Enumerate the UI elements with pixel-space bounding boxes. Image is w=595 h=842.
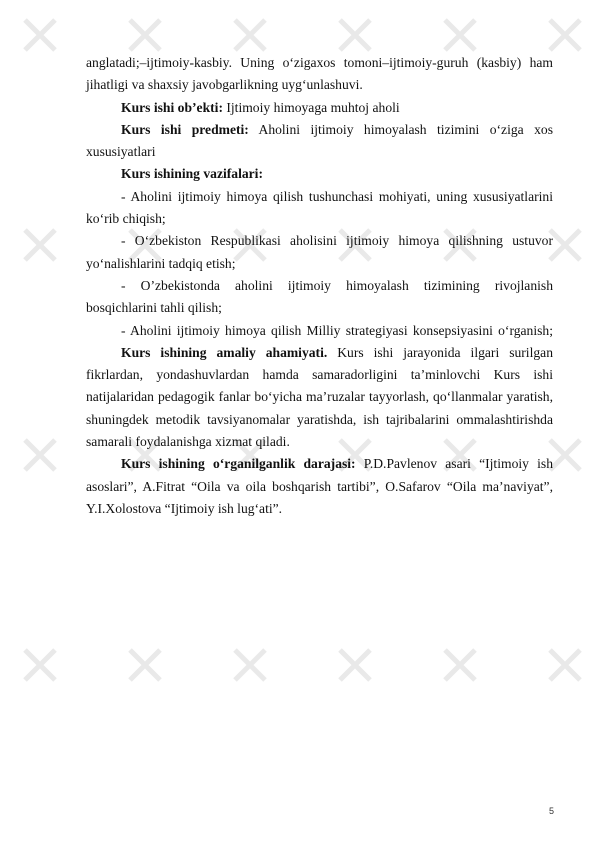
intro-paragraph: anglatadi;–ijtimoiy-kasbiy. Uning o‘zigaxos tomoni–ijtimoiy-guruh (kasbiy) ham jihatligi va shaxsiy javobgarlikning uyg‘unlashuvi. — [86, 55, 553, 93]
task-item-1: - Aholini ijtimoiy himoya qilish tushunchasi mohiyati, uning xususiyatlarini ko‘rib chiqish; — [86, 188, 553, 227]
task-item-4: - Aholini ijtimoiy himoya qilish Milliy strategiyasi konsepsiyasini o‘rganish; — [121, 322, 553, 338]
practical-label: Kurs ishining amaliy ahamiyati. — [121, 344, 328, 360]
subject-paragraph — [86, 119, 553, 164]
task-item-3: - O’zbekistonda aholini ijtimoiy himoyalash tizimining rivojlanish bosqichlarini tahli qilish; — [86, 277, 553, 316]
document-body — [86, 52, 553, 520]
task-item-2: - O‘zbekiston Respublikasi aholisini ijtimoiy himoya qilishning ustuvor yo‘nalishlarini tadqiq etish; — [86, 233, 553, 271]
page-number: 5 — [548, 806, 554, 816]
object-paragraph — [86, 97, 553, 119]
object-text: Ijtimoiy himoyaga muhtoj aholi — [222, 99, 400, 115]
studied-label: Kurs ishining o‘rganilganlik darajasi: — [121, 456, 356, 472]
watermark-row-1 — [25, 20, 580, 50]
tasks-heading — [86, 163, 553, 185]
object-label: Kurs ishi ob’ekti: — [121, 99, 223, 115]
subject-text: Aholini ijtimoiy himoyalash tizimini o‘ziga xos xususiyatlari — [86, 121, 553, 160]
tasks-heading-label: Kurs ishining vazifalari: — [121, 166, 263, 182]
practical-paragraph — [86, 342, 553, 453]
subject-label: Kurs ishi predmeti: — [121, 121, 249, 137]
watermark-row-4 — [25, 650, 580, 680]
studied-paragraph — [86, 453, 553, 520]
studied-text: P.D.Pavlenov asari “Ijtimoiy ish asoslari”, A.Fitrat “Oila va oila boshqarish tartibi”, O.Safarov “Oila ma’naviyat”, Y.I.Xolostova “Ijtimoiy ish lug‘ati”. — [86, 456, 553, 516]
practical-text: Kurs ishi jarayonida ilgari surilgan fikrlardan, yondashuvlardan hamda samaradorligini ta’minlovchi Kurs ishi natijalaridan pedagogik fanlar bo‘yicha ma’ruzalar tayyorlash, qo‘llanmalar yaratish, shuningdek metodik tavsiyanomalar yaratishda, ish tajribalarini ommalashtirishda samarali foydalanishga xizmat qiladi. — [86, 344, 553, 450]
